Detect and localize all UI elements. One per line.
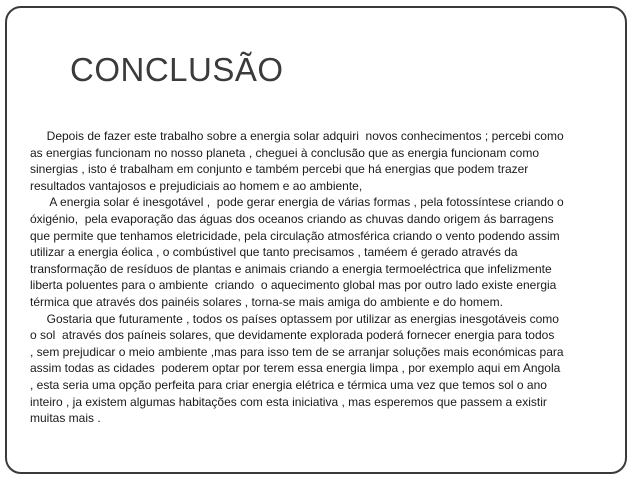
body-line: resultados vantajosos e prejudiciais ao homem e ao ambiente, — [30, 178, 363, 193]
body-line: Depois de fazer este trabalho sobre a energia solar adquiri novos conhecimentos ; percebi como — [30, 129, 564, 143]
conclusion-body — [30, 128, 638, 427]
body-line: A energia solar é inesgotável , pode gerar energia de várias formas , pela fotossíntese criando o — [30, 195, 564, 210]
slide-title: CONCLUSÃO — [70, 51, 284, 88]
body-line: assim todas as cidades poderem optar por terem essa energia limpa , por exemplo aqui em Angola — [30, 361, 561, 376]
body-line: que permite que tenhamos eletricidade, pela circulação atmosférica criando o vento podendo assim — [30, 228, 560, 243]
body-line: as energias funcionam no nosso planeta , cheguei à conclusão que as energia funcionam como — [30, 145, 539, 160]
body-line: , sem prejudicar o meio ambiente ,mas para isso tem de se arranjar soluções mais económicas para — [30, 344, 564, 359]
body-line: térmica que através dos painéis solares , torna-se mais amiga do ambiente e do homem. — [30, 294, 503, 309]
body-line: , esta seria uma opção perfeita para criar energia elétrica e térmica uma vez que temos sol o ano — [30, 377, 547, 392]
body-line: Gostaria que futuramente , todos os países optassem por utilizar as energias inesgotáveis como — [30, 311, 559, 326]
body-line: utilizar a energia éolica , o combústivel que tanto precisamos , taméem é gerado através da — [30, 245, 518, 260]
body-line: sinergias , isto é trabalham em conjunto e também percebi que há energias que podem trazer — [30, 162, 529, 177]
body-line: liberta poluentes para o ambiente criando o aquecimento global mas por outro lado existe energia — [30, 278, 557, 293]
body-line: óxigénio, pela evaporação das águas dos oceanos criando as chuvas dando origem ás barragens — [30, 211, 554, 226]
body-line: o sol através dos paíneis solares, que devidamente explorada poderá fornecer energia para todos — [30, 328, 555, 343]
body-line: muitas mais . — [30, 411, 101, 426]
body-line: transformação de resíduos de plantas e animais criando a energia termoeléctrica que infelizmente — [30, 261, 552, 276]
body-line: inteiro , ja existem algumas habitações com esta iniciativa , mas esperemos que passem a existir — [30, 394, 547, 409]
